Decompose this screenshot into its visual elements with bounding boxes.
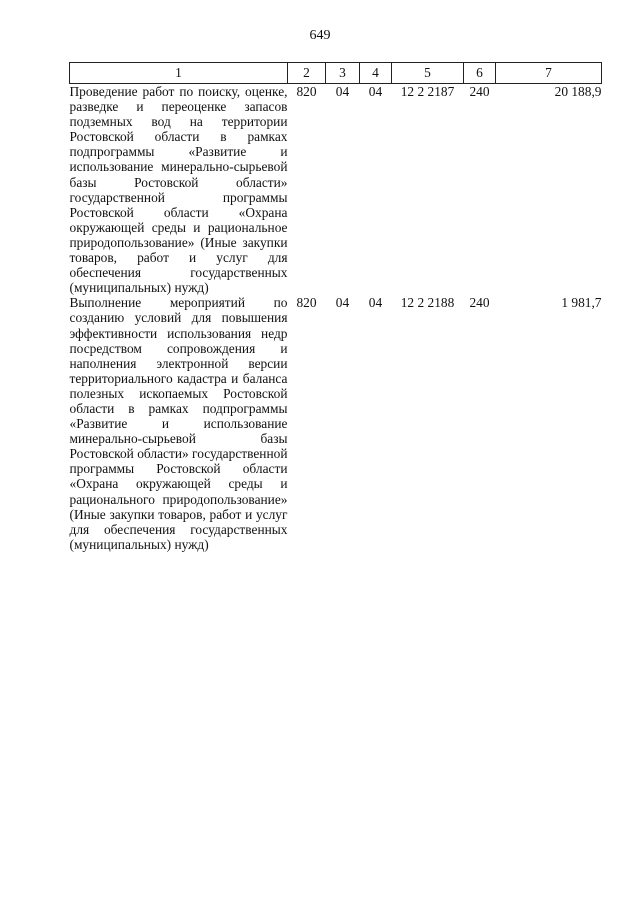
- row-code-target: 12 2 2187: [400, 84, 455, 99]
- column-header-4: 4: [360, 63, 392, 84]
- row-code-expense-type: 240: [469, 84, 490, 99]
- row-code-subsection: 04: [368, 84, 383, 99]
- row-description: Выполнение мероприятий по созданию условий для повышения эффективности использования недр посредством сопровождения и наполнения электронной версии территориального кадастра и баланса полезных ископаемых Ростовской области в рамках подпрограммы «Развитие и использование минерально-сырьевой базы Ростовской области» государственной программы Ростовской области «Охрана окружающей среды и рационального природопользование» (Иные закупки товаров, работ и услуг для обеспечения государственных (муниципальных) нужд): [69, 295, 288, 552]
- header-row: [70, 63, 602, 84]
- row-code-section: 04: [335, 84, 350, 99]
- column-header-2: 2: [288, 63, 326, 84]
- row-amount: 20 188,9: [554, 84, 602, 99]
- page-number: 649: [309, 28, 331, 43]
- column-header-3: 3: [326, 63, 360, 84]
- column-header-6: 6: [464, 63, 496, 84]
- row-code-section: 04: [335, 295, 350, 311]
- budget-table: [69, 62, 602, 552]
- row-description: Проведение работ по поиску, оценке, разведке и переоценке запасов подземных вод на территории Ростовской области в рамках подпрограммы «Развитие и использование минерально-сырьевой базы Ростовской области» государственной программы Ростовской области «Охрана окружающей среды и рациональное природопользование» (Иные закупки товаров, работ и услуг для обеспечения государственных (муниципальных) нужд): [69, 84, 288, 296]
- row-code-ministry: 820: [296, 295, 317, 311]
- table-row: [70, 295, 602, 552]
- column-header-1: 1: [70, 63, 288, 84]
- row-amount: 1 981,7: [561, 295, 602, 311]
- column-header-5: 5: [392, 63, 464, 84]
- row-code-ministry: 820: [296, 84, 317, 99]
- column-header-7: 7: [496, 63, 602, 84]
- row-code-expense-type: 240: [469, 295, 490, 311]
- row-code-target: 12 2 2188: [400, 295, 455, 311]
- table-row: [70, 84, 602, 296]
- row-code-subsection: 04: [368, 295, 383, 311]
